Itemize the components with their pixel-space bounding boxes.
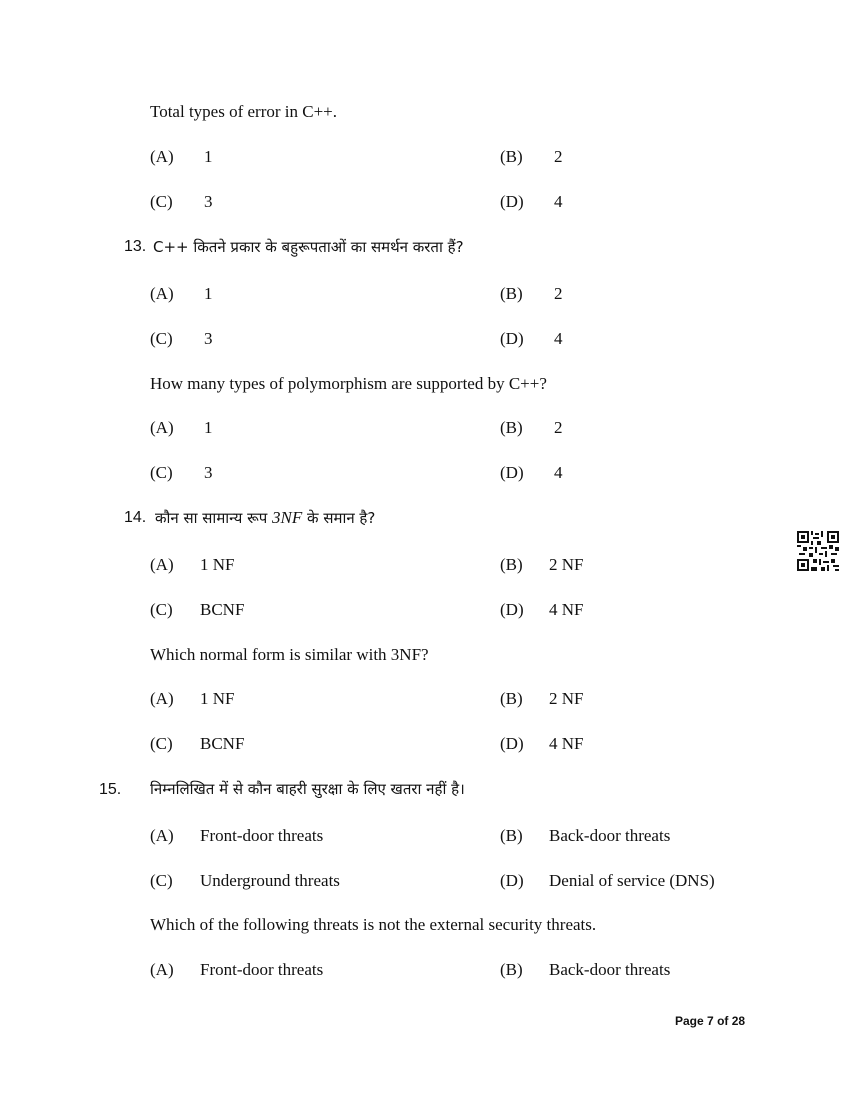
q12-en-option-b-label: (B) <box>500 147 523 166</box>
q12-en-option-a-text: 1 <box>204 147 213 166</box>
q14-en-option-d-text: 4 NF <box>549 734 584 753</box>
q13-en-option-b-label: (B) <box>500 418 523 437</box>
q13-hi-option-d-text: 4 <box>554 329 563 348</box>
q14-hi-option-a-text: 1 NF <box>200 555 235 574</box>
q14-number: 14. <box>124 509 147 526</box>
q13-en-option-b-text: 2 <box>554 418 563 437</box>
q15-hi-option-a-text: Front-door threats <box>200 826 324 845</box>
q14-hindi-after: के समान है? <box>307 509 376 527</box>
q15-en-option-b-text: Back-door threats <box>549 960 671 979</box>
q14-hindi-before: कौन सा सामान्य रूप <box>155 509 268 527</box>
q14-hi-option-b-label: (B) <box>500 555 523 574</box>
page-footer <box>675 1014 745 1028</box>
q15-en-option-a-label: (A) <box>150 960 174 979</box>
q13-hindi-text: C++ कितने प्रकार के बहुरूपताओं का समर्थन करता हैं? <box>153 238 464 256</box>
q13-hi-option-b-text: 2 <box>554 284 563 303</box>
q14-hi-option-c-text: BCNF <box>200 600 245 619</box>
q14-en-option-d-label: (D) <box>500 734 524 753</box>
q14-hi-option-a-label: (A) <box>150 555 174 574</box>
q14-hi-option-c-label: (C) <box>150 600 173 619</box>
q13-english-text: How many types of polymorphism are supported by C++? <box>150 374 547 393</box>
qr-code-icon <box>797 531 839 571</box>
q13-hi-option-c-text: 3 <box>204 329 213 348</box>
q14-hindi-line <box>155 508 375 528</box>
q12-english-text: Total types of error in C++. <box>150 102 337 121</box>
q12-en-option-b-text: 2 <box>554 147 563 166</box>
q13-hi-option-a-text: 1 <box>204 284 213 303</box>
q14-en-option-c-text: BCNF <box>200 734 245 753</box>
footer-total-pages: 28 <box>731 1014 746 1028</box>
q14-en-option-c-label: (C) <box>150 734 173 753</box>
q12-en-option-c-label: (C) <box>150 192 173 211</box>
q15-hi-option-b-text: Back-door threats <box>549 826 671 845</box>
q14-english-text: Which normal form is similar with 3NF? <box>150 645 429 664</box>
q12-en-option-d-label: (D) <box>500 192 524 211</box>
q15-hi-option-d-label: (D) <box>500 871 524 890</box>
q13-en-option-c-text: 3 <box>204 463 213 482</box>
q15-hi-option-a-label: (A) <box>150 826 174 845</box>
q15-en-option-a-text: Front-door threats <box>200 960 324 979</box>
q14-en-option-b-text: 2 NF <box>549 689 584 708</box>
q12-en-option-c-text: 3 <box>204 192 213 211</box>
q15-en-option-b-label: (B) <box>500 960 523 979</box>
q15-english-text: Which of the following threats is not the external security threats. <box>150 915 597 934</box>
q12-en-option-d-text: 4 <box>554 192 563 211</box>
q14-hindi-math: 3NF <box>272 508 303 527</box>
q14-en-option-a-text: 1 NF <box>200 689 235 708</box>
q13-hi-option-c-label: (C) <box>150 329 173 348</box>
q14-hi-option-d-text: 4 NF <box>549 600 584 619</box>
q13-number: 13. <box>124 238 147 255</box>
q14-hi-option-d-label: (D) <box>500 600 524 619</box>
footer-page-number: 7 <box>707 1014 714 1028</box>
q14-en-option-a-label: (A) <box>150 689 174 708</box>
q14-hi-option-b-text: 2 NF <box>549 555 584 574</box>
q12-en-option-a-label: (A) <box>150 147 174 166</box>
q13-en-option-d-label: (D) <box>500 463 524 482</box>
q13-hi-option-d-label: (D) <box>500 329 524 348</box>
q15-number: 15. <box>99 781 122 798</box>
footer-of-word: of <box>717 1014 729 1028</box>
q13-hi-option-b-label: (B) <box>500 284 523 303</box>
q13-en-option-a-text: 1 <box>204 418 213 437</box>
q13-en-option-a-label: (A) <box>150 418 174 437</box>
q13-en-option-c-label: (C) <box>150 463 173 482</box>
q14-en-option-b-label: (B) <box>500 689 523 708</box>
q13-hi-option-a-label: (A) <box>150 284 174 303</box>
q15-hi-option-b-label: (B) <box>500 826 523 845</box>
q13-en-option-d-text: 4 <box>554 463 563 482</box>
q15-hi-option-d-text: Denial of service (DNS) <box>549 871 715 890</box>
q15-hindi-text: निम्नलिखित में से कौन बाहरी सुरक्षा के लिए खतरा नहीं है। <box>150 780 465 798</box>
q15-hi-option-c-text: Underground threats <box>200 871 340 890</box>
footer-page-word: Page <box>675 1014 704 1028</box>
q15-hi-option-c-label: (C) <box>150 871 173 890</box>
